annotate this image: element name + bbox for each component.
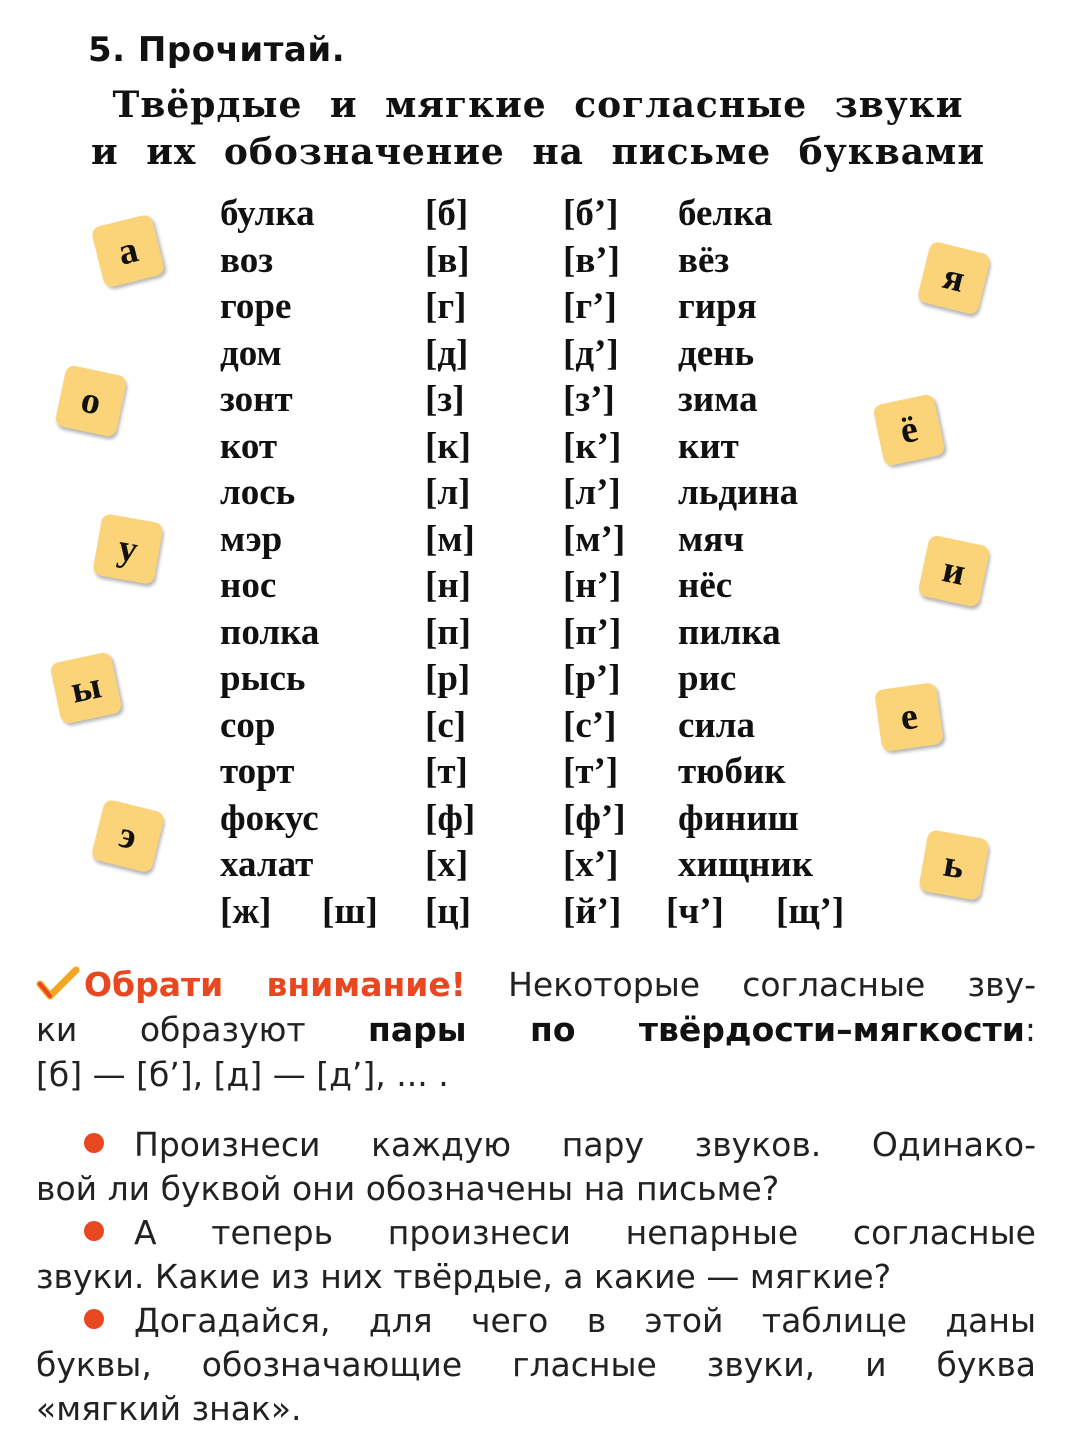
- soft-sound: [к’]: [563, 425, 622, 467]
- hard-sound: [з]: [425, 379, 465, 420]
- task-3-line-2: буквы, обозначающие гласные звуки, и буква: [36, 1345, 1036, 1384]
- soft-word: льдина: [678, 472, 799, 513]
- soft-sound: [в’]: [563, 239, 620, 281]
- soft-word: хищник: [678, 844, 814, 885]
- letter-tile-right: ё: [872, 393, 946, 467]
- unpaired-row: [0, 890, 1076, 936]
- unpaired-sound: [ж]: [220, 890, 272, 932]
- soft-word: зима: [678, 379, 758, 420]
- letter-tile-left: э: [90, 798, 165, 873]
- letter-tile-right: я: [916, 240, 991, 315]
- soft-sound: [з’]: [563, 379, 615, 420]
- table-row: [0, 285, 1076, 331]
- note-text-1: Некоторые согласные зву-: [508, 965, 1036, 1004]
- soft-word: белка: [678, 193, 773, 234]
- hard-sound: [т]: [425, 751, 468, 792]
- hard-word: булка: [220, 193, 315, 234]
- soft-word: пилка: [678, 611, 781, 653]
- hard-word: торт: [220, 751, 295, 792]
- soft-sound: [т’]: [563, 751, 619, 792]
- soft-sound: [п’]: [563, 611, 622, 653]
- hard-sound: [п]: [425, 611, 471, 653]
- note-text-2: ки образуют: [36, 1010, 306, 1049]
- soft-word: гиря: [678, 286, 757, 327]
- hard-sound: [х]: [425, 844, 469, 885]
- unpaired-sound: [й’]: [563, 890, 622, 932]
- attention-label: Обрати внимание!: [84, 965, 466, 1004]
- table-row: [0, 750, 1076, 796]
- letter-tile-right: и: [917, 534, 991, 608]
- hard-sound: [д]: [425, 332, 469, 374]
- soft-word: кит: [678, 425, 739, 467]
- note-keyword: пары по твёрдости–мягкости: [368, 1010, 1025, 1049]
- hard-word: лось: [220, 472, 296, 513]
- hard-sound: [н]: [425, 565, 471, 606]
- soft-word: день: [678, 332, 755, 374]
- soft-sound: [л’]: [563, 472, 621, 513]
- task-1-line-1: Произнеси каждую пару звуков. Одинако-: [134, 1125, 1036, 1164]
- task-1-line-2: вой ли буквой они обозначены на письме?: [36, 1169, 780, 1208]
- unpaired-sound: [ш]: [322, 890, 378, 932]
- bullet-icon: [84, 1221, 104, 1241]
- unpaired-sound: [ц]: [425, 890, 471, 932]
- unpaired-sound: [щ’]: [776, 890, 845, 932]
- note-pairs-example: [б] — [б’], [д] — [д’], ... .: [36, 1055, 449, 1094]
- hard-sound: [м]: [425, 518, 475, 560]
- hard-word: фокус: [220, 797, 319, 839]
- task-2-line-2: звуки. Какие из них твёрдые, а какие — мягкие?: [36, 1257, 892, 1296]
- soft-word: тюбик: [678, 751, 786, 792]
- table-row: [0, 471, 1076, 517]
- hard-word: халат: [220, 844, 314, 885]
- hard-word: горе: [220, 286, 292, 327]
- soft-sound: [б’]: [563, 193, 619, 234]
- hard-word: зонт: [220, 379, 293, 420]
- soft-word: сила: [678, 704, 755, 746]
- hard-sound: [р]: [425, 658, 471, 699]
- exercise-heading: 5. Прочитай.: [88, 30, 346, 70]
- soft-sound: [г’]: [563, 286, 617, 327]
- hard-sound: [б]: [425, 193, 469, 234]
- hard-sound: [в]: [425, 239, 470, 281]
- letter-tile-left: у: [92, 513, 164, 585]
- table-title-line-2: и их обозначение на письме буквами: [90, 131, 986, 173]
- hard-word: сор: [220, 704, 276, 746]
- table-row: [0, 518, 1076, 564]
- soft-sound: [д’]: [563, 332, 619, 374]
- hard-word: рысь: [220, 658, 306, 699]
- bullet-icon: [84, 1309, 104, 1329]
- soft-word: вёз: [678, 239, 730, 281]
- letter-tile-right: е: [874, 682, 944, 752]
- hard-sound: [ф]: [425, 797, 476, 839]
- soft-sound: [н’]: [563, 565, 622, 606]
- task-3-line-3: «мягкий знак».: [36, 1389, 302, 1428]
- soft-sound: [х’]: [563, 844, 619, 885]
- soft-word: финиш: [678, 797, 799, 839]
- hard-sound: [с]: [425, 704, 467, 746]
- task-3-line-1: Догадайся, для чего в этой таблице даны: [134, 1301, 1036, 1340]
- note-colon: :: [1024, 1010, 1036, 1049]
- hard-word: полка: [220, 611, 320, 653]
- soft-word: мяч: [678, 518, 745, 560]
- table-title-line-1: Твёрдые и мягкие согласные звуки: [112, 84, 964, 126]
- table-row: [0, 564, 1076, 610]
- hard-word: нос: [220, 565, 277, 606]
- soft-sound: [м’]: [563, 518, 626, 560]
- letter-tile-right: ь: [918, 829, 990, 901]
- unpaired-sound: [ч’]: [666, 890, 724, 932]
- hard-sound: [л]: [425, 472, 471, 513]
- hard-sound: [г]: [425, 286, 467, 327]
- soft-sound: [р’]: [563, 658, 621, 699]
- hard-word: кот: [220, 425, 278, 467]
- soft-sound: [ф’]: [563, 797, 626, 839]
- attention-note: [36, 962, 1036, 1097]
- hard-word: дом: [220, 332, 282, 374]
- hard-word: воз: [220, 239, 274, 281]
- soft-word: рис: [678, 658, 737, 699]
- bullet-icon: [84, 1133, 104, 1153]
- checkmark-icon: [36, 966, 80, 1000]
- letter-tile-left: а: [90, 213, 165, 288]
- hard-word: мэр: [220, 518, 283, 560]
- soft-sound: [с’]: [563, 704, 617, 746]
- table-row: [0, 332, 1076, 378]
- letter-tile-left: о: [54, 364, 128, 438]
- table-row: [0, 611, 1076, 657]
- soft-word: нёс: [678, 565, 733, 606]
- hard-sound: [к]: [425, 425, 471, 467]
- letter-tile-left: ы: [49, 651, 123, 725]
- task-2-line-1: А теперь произнеси непарные согласные: [134, 1213, 1036, 1252]
- table-row: [0, 192, 1076, 238]
- table-row: [0, 843, 1076, 889]
- task-list: [36, 1123, 1036, 1431]
